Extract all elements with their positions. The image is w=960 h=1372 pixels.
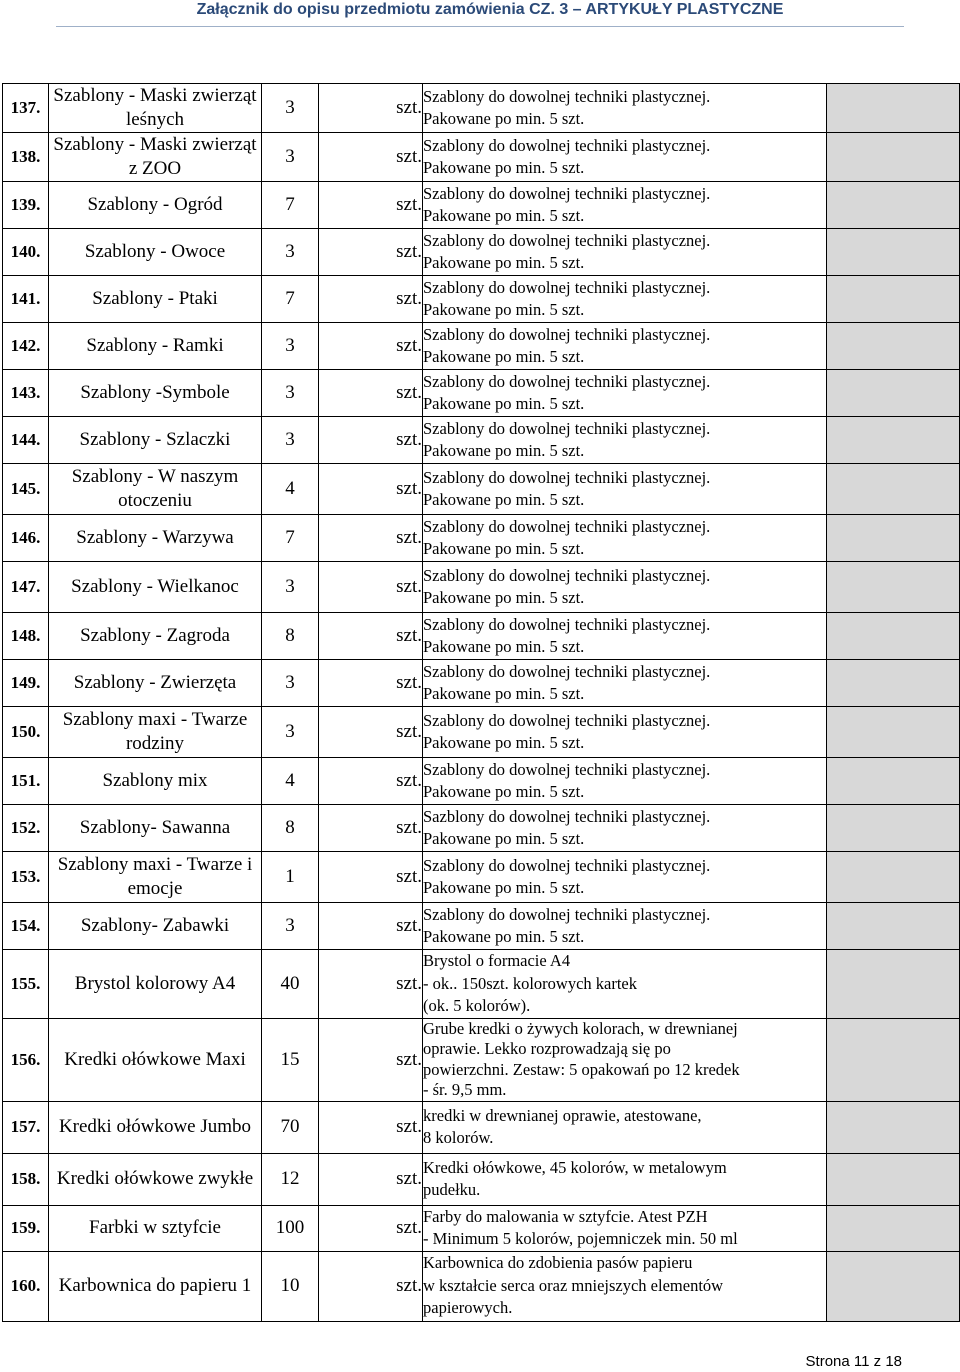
item-description: Sazblony do dowolnej techniki plastycznej. Pakowane po min. 5 szt.	[423, 805, 827, 852]
item-quantity: 40	[262, 950, 319, 1019]
item-name: Szablony- Sawanna	[49, 805, 262, 852]
item-unit: szt.	[319, 370, 423, 417]
item-description: Szablony do dowolnej techniki plastycznej. Pakowane po min. 5 szt.	[423, 515, 827, 562]
item-quantity: 100	[262, 1205, 319, 1251]
item-price-cell	[827, 182, 960, 229]
item-number: 141.	[3, 276, 49, 323]
item-price-cell	[827, 1251, 960, 1321]
item-unit: szt.	[319, 229, 423, 276]
item-description: Szablony do dowolnej techniki plastycznej. Pakowane po min. 5 szt.	[423, 464, 827, 515]
item-name: Szablony - Warzywa	[49, 515, 262, 562]
item-name: Szablony - Wielkanoc	[49, 562, 262, 613]
header-divider	[56, 26, 904, 27]
item-unit: szt.	[319, 133, 423, 182]
item-unit: szt.	[319, 323, 423, 370]
item-price-cell	[827, 805, 960, 852]
item-name: Szablony maxi - Twarze i emocje	[49, 852, 262, 903]
item-unit: szt.	[319, 613, 423, 660]
item-description: Szablony do dowolnej techniki plastycznej. Pakowane po min. 5 szt.	[423, 903, 827, 950]
table-row	[3, 758, 960, 805]
item-description: Szablony do dowolnej techniki plastycznej. Pakowane po min. 5 szt.	[423, 660, 827, 707]
item-price-cell	[827, 1205, 960, 1251]
item-quantity: 7	[262, 515, 319, 562]
item-price-cell	[827, 133, 960, 182]
item-number: 146.	[3, 515, 49, 562]
table-row	[3, 852, 960, 903]
items-table	[2, 83, 960, 1322]
table-row	[3, 613, 960, 660]
item-unit: szt.	[319, 1251, 423, 1321]
item-name: Szablony - Ramki	[49, 323, 262, 370]
item-description: Szablony do dowolnej techniki plastycznej. Pakowane po min. 5 szt.	[423, 276, 827, 323]
items-table-body	[3, 84, 960, 1322]
item-unit: szt.	[319, 805, 423, 852]
table-row	[3, 229, 960, 276]
item-name: Szablony - Ptaki	[49, 276, 262, 323]
item-quantity: 70	[262, 1101, 319, 1153]
item-price-cell	[827, 852, 960, 903]
table-row	[3, 84, 960, 133]
item-price-cell	[827, 1153, 960, 1205]
item-unit: szt.	[319, 758, 423, 805]
item-price-cell	[827, 417, 960, 464]
item-price-cell	[827, 84, 960, 133]
item-name: Karbownica do papieru 1	[49, 1251, 262, 1321]
item-description: Szablony do dowolnej techniki plastycznej. Pakowane po min. 5 szt.	[423, 323, 827, 370]
table-row	[3, 515, 960, 562]
table-row	[3, 1018, 960, 1101]
item-unit: szt.	[319, 84, 423, 133]
item-number: 138.	[3, 133, 49, 182]
item-number: 144.	[3, 417, 49, 464]
item-number: 156.	[3, 1018, 49, 1101]
item-quantity: 8	[262, 613, 319, 660]
item-description: Szablony do dowolnej techniki plastycznej. Pakowane po min. 5 szt.	[423, 562, 827, 613]
item-quantity: 3	[262, 903, 319, 950]
table-row	[3, 276, 960, 323]
item-number: 147.	[3, 562, 49, 613]
item-price-cell	[827, 370, 960, 417]
item-unit: szt.	[319, 562, 423, 613]
item-price-cell	[827, 464, 960, 515]
table-row	[3, 660, 960, 707]
item-description: Szablony do dowolnej techniki plastycznej. Pakowane po min. 5 szt.	[423, 133, 827, 182]
item-unit: szt.	[319, 515, 423, 562]
item-description: Karbownica do zdobienia pasów papieru w kształcie serca oraz mniejszych elementów papierowych.	[423, 1251, 827, 1321]
item-quantity: 10	[262, 1251, 319, 1321]
table-row	[3, 417, 960, 464]
item-description: Szablony do dowolnej techniki plastycznej. Pakowane po min. 5 szt.	[423, 758, 827, 805]
item-name: Szablony -Symbole	[49, 370, 262, 417]
item-price-cell	[827, 758, 960, 805]
item-quantity: 1	[262, 852, 319, 903]
table-row	[3, 182, 960, 229]
item-quantity: 3	[262, 370, 319, 417]
table-row	[3, 903, 960, 950]
document-title: Załącznik do opisu przedmiotu zamówienia CZ. 3 – ARTYKUŁY PLASTYCZNE	[196, 1, 784, 18]
item-number: 154.	[3, 903, 49, 950]
item-name: Farbki w sztyfcie	[49, 1205, 262, 1251]
item-name: Szablony maxi - Twarze rodziny	[49, 707, 262, 758]
table-row	[3, 1251, 960, 1321]
item-name: Kredki ołówkowe Jumbo	[49, 1101, 262, 1153]
item-price-cell	[827, 276, 960, 323]
item-name: Szablony - Ogród	[49, 182, 262, 229]
item-description: kredki w drewnianej oprawie, atestowane, 8 kolorów.	[423, 1101, 827, 1153]
item-number: 153.	[3, 852, 49, 903]
item-unit: szt.	[319, 707, 423, 758]
item-description: Szablony do dowolnej techniki plastycznej. Pakowane po min. 5 szt.	[423, 852, 827, 903]
item-quantity: 7	[262, 276, 319, 323]
item-description: Brystol o formacie A4 - ok.. 150szt. kolorowych kartek (ok. 5 kolorów).	[423, 950, 827, 1019]
item-number: 150.	[3, 707, 49, 758]
item-quantity: 3	[262, 562, 319, 613]
table-row	[3, 1153, 960, 1205]
item-quantity: 3	[262, 323, 319, 370]
item-price-cell	[827, 660, 960, 707]
item-name: Szablony - Szlaczki	[49, 417, 262, 464]
item-description: Szablony do dowolnej techniki plastycznej. Pakowane po min. 5 szt.	[423, 417, 827, 464]
item-number: 143.	[3, 370, 49, 417]
item-price-cell	[827, 707, 960, 758]
item-number: 148.	[3, 613, 49, 660]
item-quantity: 15	[262, 1018, 319, 1101]
item-number: 160.	[3, 1251, 49, 1321]
item-price-cell	[827, 950, 960, 1019]
item-name: Szablony - Maski zwierząt z ZOO	[49, 133, 262, 182]
table-row	[3, 133, 960, 182]
item-description: Szablony do dowolnej techniki plastycznej. Pakowane po min. 5 szt.	[423, 613, 827, 660]
item-name: Szablony - Owoce	[49, 229, 262, 276]
item-number: 149.	[3, 660, 49, 707]
item-price-cell	[827, 229, 960, 276]
item-quantity: 12	[262, 1153, 319, 1205]
item-number: 159.	[3, 1205, 49, 1251]
item-quantity: 3	[262, 417, 319, 464]
item-price-cell	[827, 903, 960, 950]
item-description: Szablony do dowolnej techniki plastycznej. Pakowane po min. 5 szt.	[423, 370, 827, 417]
item-quantity: 4	[262, 464, 319, 515]
item-unit: szt.	[319, 852, 423, 903]
table-row	[3, 562, 960, 613]
item-name: Szablony - Maski zwierząt leśnych	[49, 84, 262, 133]
table-row	[3, 950, 960, 1019]
item-number: 142.	[3, 323, 49, 370]
item-price-cell	[827, 515, 960, 562]
item-description: Farby do malowania w sztyfcie. Atest PZH - Minimum 5 kolorów, pojemniczek min. 50 ml	[423, 1205, 827, 1251]
item-name: Kredki ołówkowe Maxi	[49, 1018, 262, 1101]
item-description: Kredki ołówkowe, 45 kolorów, w metalowym pudełku.	[423, 1153, 827, 1205]
item-price-cell	[827, 562, 960, 613]
item-name: Brystol kolorowy A4	[49, 950, 262, 1019]
item-unit: szt.	[319, 464, 423, 515]
item-unit: szt.	[319, 1018, 423, 1101]
item-number: 155.	[3, 950, 49, 1019]
item-quantity: 3	[262, 84, 319, 133]
item-number: 137.	[3, 84, 49, 133]
item-description: Szablony do dowolnej techniki plastycznej. Pakowane po min. 5 szt.	[423, 707, 827, 758]
item-unit: szt.	[319, 182, 423, 229]
item-name: Szablony mix	[49, 758, 262, 805]
item-number: 139.	[3, 182, 49, 229]
item-quantity: 7	[262, 182, 319, 229]
item-name: Szablony- Zabawki	[49, 903, 262, 950]
item-unit: szt.	[319, 1153, 423, 1205]
item-price-cell	[827, 1018, 960, 1101]
item-description: Szablony do dowolnej techniki plastycznej. Pakowane po min. 5 szt.	[423, 229, 827, 276]
item-number: 152.	[3, 805, 49, 852]
item-quantity: 3	[262, 707, 319, 758]
item-unit: szt.	[319, 276, 423, 323]
item-name: Szablony - W naszym otoczeniu	[49, 464, 262, 515]
table-row	[3, 707, 960, 758]
item-number: 157.	[3, 1101, 49, 1153]
item-description: Grube kredki o żywych kolorach, w drewnianej oprawie. Lekko rozprowadzają się po powierzchni. Zestaw: 5 opakowań po 12 kredek - śr. 9,5 mm.	[423, 1018, 827, 1101]
item-quantity: 8	[262, 805, 319, 852]
item-price-cell	[827, 613, 960, 660]
item-price-cell	[827, 1101, 960, 1153]
item-number: 158.	[3, 1153, 49, 1205]
item-unit: szt.	[319, 1101, 423, 1153]
item-name: Szablony - Zwierzęta	[49, 660, 262, 707]
item-description: Szablony do dowolnej techniki plastycznej. Pakowane po min. 5 szt.	[423, 182, 827, 229]
item-number: 151.	[3, 758, 49, 805]
page-header	[0, 0, 960, 26]
table-row	[3, 370, 960, 417]
item-unit: szt.	[319, 417, 423, 464]
item-unit: szt.	[319, 950, 423, 1019]
item-unit: szt.	[319, 1205, 423, 1251]
item-number: 140.	[3, 229, 49, 276]
item-price-cell	[827, 323, 960, 370]
table-row	[3, 323, 960, 370]
item-unit: szt.	[319, 903, 423, 950]
item-name: Kredki ołówkowe zwykłe	[49, 1153, 262, 1205]
item-number: 145.	[3, 464, 49, 515]
table-row	[3, 805, 960, 852]
page-number: Strona 11 z 18	[805, 1353, 902, 1370]
item-quantity: 3	[262, 133, 319, 182]
table-row	[3, 464, 960, 515]
item-description: Szablony do dowolnej techniki plastycznej. Pakowane po min. 5 szt.	[423, 84, 827, 133]
item-quantity: 3	[262, 660, 319, 707]
item-quantity: 4	[262, 758, 319, 805]
item-quantity: 3	[262, 229, 319, 276]
item-name: Szablony - Zagroda	[49, 613, 262, 660]
table-row	[3, 1205, 960, 1251]
table-row	[3, 1101, 960, 1153]
item-unit: szt.	[319, 660, 423, 707]
